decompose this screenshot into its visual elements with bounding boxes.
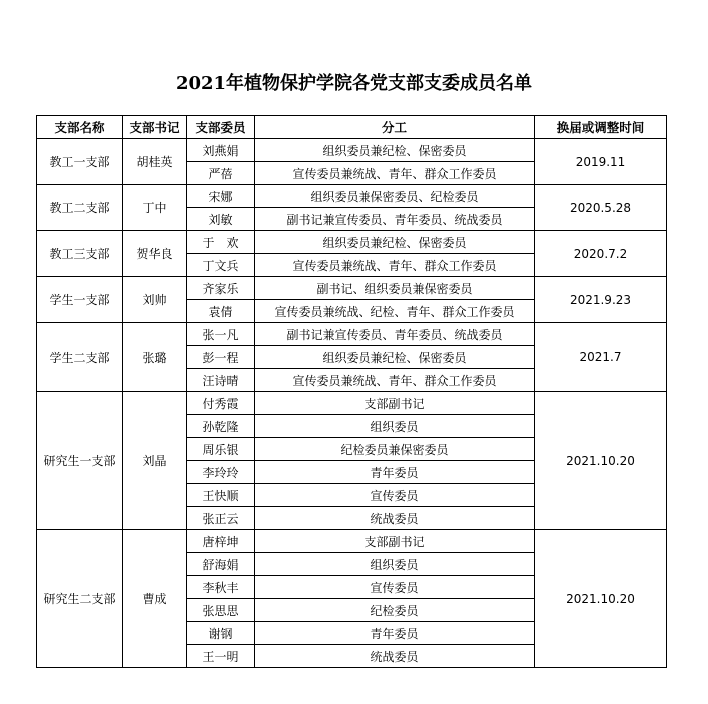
member-duty: 组织委员 <box>255 415 535 438</box>
member-duty: 组织委员 <box>255 553 535 576</box>
member-name: 齐家乐 <box>187 277 255 300</box>
branch-name: 教工二支部 <box>37 185 123 231</box>
member-duty: 副书记兼宣传委员、青年委员、统战委员 <box>255 323 535 346</box>
branch-date: 2020.7.2 <box>535 231 667 277</box>
table-row <box>37 139 667 162</box>
member-duty: 宣传委员兼统战、青年、群众工作委员 <box>255 254 535 277</box>
branch-name: 学生一支部 <box>37 277 123 323</box>
header-duty: 分工 <box>255 116 535 139</box>
member-duty: 统战委员 <box>255 645 535 668</box>
header-row <box>37 116 667 139</box>
header-secretary: 支部书记 <box>123 116 187 139</box>
branch-secretary: 贺华良 <box>123 231 187 277</box>
member-duty: 青年委员 <box>255 461 535 484</box>
member-name: 彭一程 <box>187 346 255 369</box>
branch-name: 研究生一支部 <box>37 392 123 530</box>
branch-date: 2021.9.23 <box>535 277 667 323</box>
header-branch: 支部名称 <box>37 116 123 139</box>
branch-secretary: 丁中 <box>123 185 187 231</box>
member-duty: 支部副书记 <box>255 392 535 415</box>
member-name: 李秋丰 <box>187 576 255 599</box>
table-row <box>37 323 667 346</box>
member-name: 付秀霞 <box>187 392 255 415</box>
branch-date: 2021.7 <box>535 323 667 392</box>
branch-secretary: 张璐 <box>123 323 187 392</box>
member-name: 丁文兵 <box>187 254 255 277</box>
branch-name: 学生二支部 <box>37 323 123 392</box>
member-duty: 宣传委员 <box>255 576 535 599</box>
table-row <box>37 185 667 208</box>
member-name: 严蓓 <box>187 162 255 185</box>
branch-secretary: 刘晶 <box>123 392 187 530</box>
branch-secretary: 曹成 <box>123 530 187 668</box>
branch-date: 2021.10.20 <box>535 530 667 668</box>
branch-date: 2020.5.28 <box>535 185 667 231</box>
member-name: 于 欢 <box>187 231 255 254</box>
member-duty: 纪检委员 <box>255 599 535 622</box>
branch-name: 研究生二支部 <box>37 530 123 668</box>
branch-name: 教工三支部 <box>37 231 123 277</box>
branch-secretary: 刘帅 <box>123 277 187 323</box>
member-name: 汪诗晴 <box>187 369 255 392</box>
member-name: 谢钢 <box>187 622 255 645</box>
member-name: 袁倩 <box>187 300 255 323</box>
header-date: 换届或调整时间 <box>535 116 667 139</box>
member-name: 周乐银 <box>187 438 255 461</box>
branch-secretary: 胡桂英 <box>123 139 187 185</box>
header-member: 支部委员 <box>187 116 255 139</box>
committee-table <box>36 115 667 668</box>
member-duty: 纪检委员兼保密委员 <box>255 438 535 461</box>
member-name: 李玲玲 <box>187 461 255 484</box>
member-name: 张思思 <box>187 599 255 622</box>
branch-date: 2021.10.20 <box>535 392 667 530</box>
member-duty: 宣传委员兼统战、纪检、青年、群众工作委员 <box>255 300 535 323</box>
member-name: 张一凡 <box>187 323 255 346</box>
member-name: 刘燕娟 <box>187 139 255 162</box>
member-duty: 宣传委员 <box>255 484 535 507</box>
table-row <box>37 231 667 254</box>
table-row <box>37 530 667 553</box>
page-title: 2021年植物保护学院各党支部支委成员名单 <box>175 73 533 94</box>
member-duty: 组织委员兼保密委员、纪检委员 <box>255 185 535 208</box>
member-duty: 组织委员兼纪检、保密委员 <box>255 139 535 162</box>
member-duty: 支部副书记 <box>255 530 535 553</box>
member-duty: 组织委员兼纪检、保密委员 <box>255 346 535 369</box>
member-name: 刘敏 <box>187 208 255 231</box>
table-row <box>37 392 667 415</box>
member-name: 舒海娟 <box>187 553 255 576</box>
member-name: 宋娜 <box>187 185 255 208</box>
member-name: 张正云 <box>187 507 255 530</box>
member-name: 唐梓坤 <box>187 530 255 553</box>
member-duty: 统战委员 <box>255 507 535 530</box>
member-duty: 副书记兼宣传委员、青年委员、统战委员 <box>255 208 535 231</box>
member-name: 孙乾隆 <box>187 415 255 438</box>
member-duty: 宣传委员兼统战、青年、群众工作委员 <box>255 369 535 392</box>
branch-date: 2019.11 <box>535 139 667 185</box>
branch-name: 教工一支部 <box>37 139 123 185</box>
table-row <box>37 277 667 300</box>
member-name: 王快顺 <box>187 484 255 507</box>
member-duty: 副书记、组织委员兼保密委员 <box>255 277 535 300</box>
member-name: 王一明 <box>187 645 255 668</box>
member-duty: 宣传委员兼统战、青年、群众工作委员 <box>255 162 535 185</box>
member-duty: 组织委员兼纪检、保密委员 <box>255 231 535 254</box>
member-duty: 青年委员 <box>255 622 535 645</box>
